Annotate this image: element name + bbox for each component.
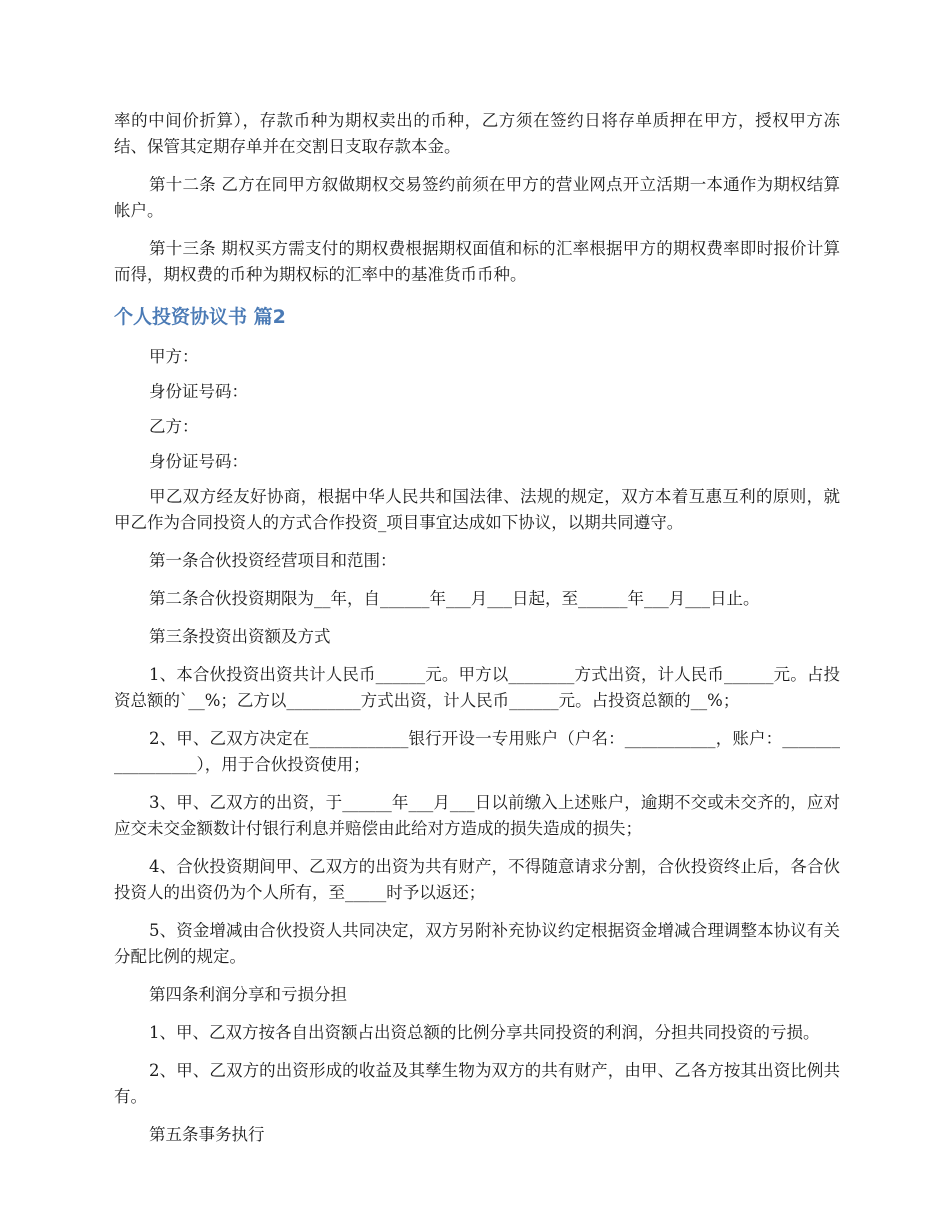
paragraph-continuation: 率的中间价折算），存款币种为期权卖出的币种，乙方须在签约日将存单质押在甲方，授权甲方冻结、保管其定期存单并在交割日支取存款本金。 <box>114 111 840 156</box>
paragraph-article-3-item-2: 2、甲、乙双方决定在____________银行开设一专用账户（户名：___________，账户：_________________），用于合伙投资使用； <box>114 729 840 774</box>
party-a-id-label: 身份证号码： <box>149 382 248 401</box>
paragraph-article-12: 第十二条 乙方在同甲方叙做期权交易签约前须在甲方的营业网点开立活期一本通作为期权结算帐户。 <box>114 175 840 220</box>
paragraph-article-3-item-5: 5、资金增减由合伙投资人共同决定，双方另附补充协议约定根据资金增减合理调整本协议有关分配比例的规定。 <box>114 921 840 966</box>
paragraph-article-4: 第四条利润分享和亏损分担 <box>149 985 347 1004</box>
document-page <box>114 108 840 1160</box>
paragraph-article-2: 第二条合伙投资期限为__年，自______年___月___日起，至______年___月___日止。 <box>149 589 760 608</box>
section-heading: 个人投资协议书 篇2 <box>114 306 286 328</box>
paragraph-article-3-item-1: 1、本合伙投资出资共计人民币______元。甲方以________方式出资，计人民币______元。占投资总额的`__%；乙方以_________方式出资，计人民币______元。占投资总额的__%； <box>114 665 840 710</box>
paragraph-article-3: 第三条投资出资额及方式 <box>149 627 331 646</box>
paragraph-preamble: 甲乙双方经友好协商，根据中华人民共和国法律、法规的规定，双方本着互惠互利的原则，就甲乙作为合同投资人的方式合作投资_项目事宜达成如下协议，以期共同遵守。 <box>114 487 840 532</box>
paragraph-article-3-item-3: 3、甲、乙双方的出资，于______年___月___日以前缴入上述账户，逾期不交或未交齐的，应对应交未交金额数计付银行利息并赔偿由此给对方造成的损失造成的损失； <box>114 793 840 838</box>
party-b-label: 乙方： <box>149 417 199 436</box>
paragraph-article-13: 第十三条 期权买方需支付的期权费根据期权面值和标的汇率根据甲方的期权费率即时报价计算而得，期权费的币种为期权标的汇率中的基准货币币种。 <box>114 239 840 284</box>
party-b-id-label: 身份证号码： <box>149 452 248 471</box>
paragraph-article-4-item-1: 1、甲、乙双方按各自出资额占出资总额的比例分享共同投资的利润，分担共同投资的亏损。 <box>149 1023 820 1042</box>
paragraph-article-4-item-2: 2、甲、乙双方的出资形成的收益及其孳生物为双方的共有财产，由甲、乙各方按其出资比例共有。 <box>114 1061 840 1106</box>
paragraph-article-1: 第一条合伙投资经营项目和范围： <box>149 551 397 570</box>
party-a-label: 甲方： <box>149 347 199 366</box>
paragraph-article-3-item-4: 4、合伙投资期间甲、乙双方的出资为共有财产，不得随意请求分割，合伙投资终止后，各合伙投资人的出资仍为个人所有，至_____时予以返还； <box>114 857 840 902</box>
paragraph-article-5: 第五条事务执行 <box>149 1125 265 1144</box>
